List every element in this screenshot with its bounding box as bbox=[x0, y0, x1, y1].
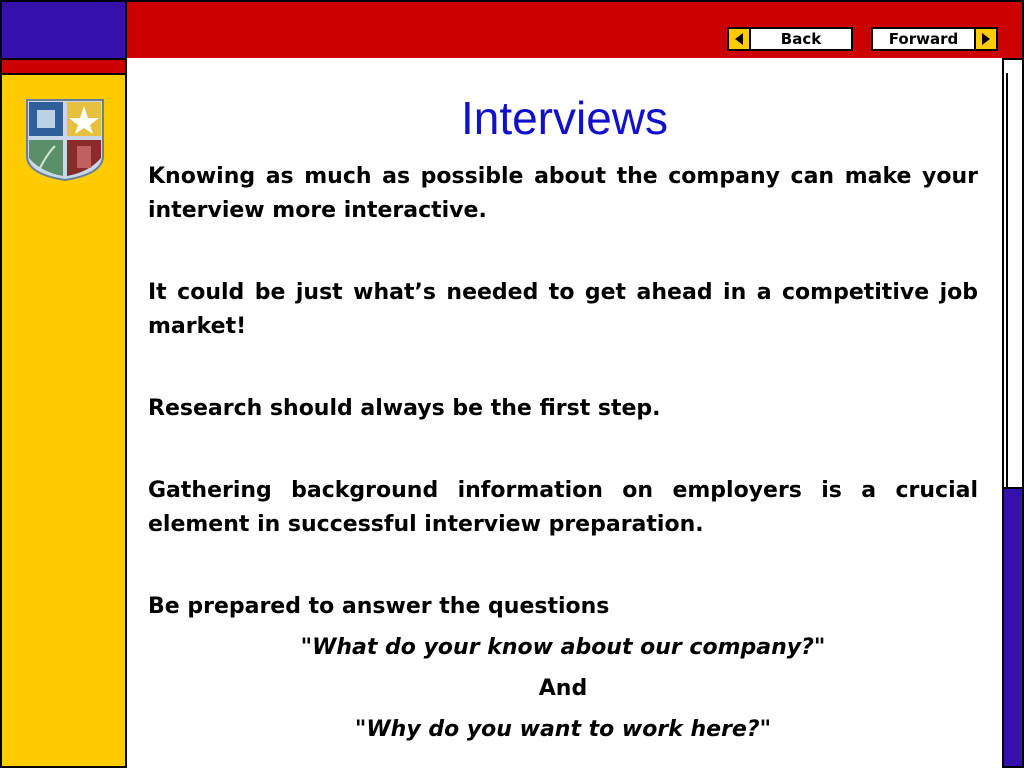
page-title: Interviews bbox=[460, 92, 669, 144]
arrow-left-icon bbox=[729, 29, 751, 49]
quote-open-2: " bbox=[354, 717, 367, 742]
question-why-work-here bbox=[148, 713, 978, 747]
question-1-text: What do your know about our company? bbox=[312, 635, 814, 660]
right-strip-accent bbox=[1002, 487, 1024, 768]
question-company-knowledge bbox=[148, 631, 978, 665]
question-2-text: Why do you want to work here? bbox=[366, 717, 760, 742]
paragraph-research-first: Research should always be the first step. bbox=[148, 396, 661, 421]
paragraph-competitive-market: It could be just what’s needed to get ahead in a competitive job market! bbox=[148, 280, 978, 339]
arrow-right-icon bbox=[974, 29, 996, 49]
crest-logo-icon bbox=[25, 98, 105, 182]
header-corner-block bbox=[0, 0, 127, 60]
quote-close: " bbox=[813, 635, 826, 660]
paragraph-company-knowledge: Knowing as much as possible about the company can make your interview more interactive. bbox=[148, 164, 978, 223]
quote-open: " bbox=[300, 635, 313, 660]
quote-close-2: " bbox=[759, 717, 772, 742]
conjunction-and: And bbox=[538, 676, 588, 701]
right-strip-divider bbox=[1006, 73, 1008, 487]
back-button-label: Back bbox=[780, 30, 822, 48]
paragraph-be-prepared: Be prepared to answer the questions bbox=[148, 594, 610, 619]
forward-button[interactable] bbox=[871, 27, 998, 51]
paragraph-background-info: Gathering background information on employers is a crucial element in successful interview preparation. bbox=[148, 478, 978, 537]
forward-button-label: Forward bbox=[888, 30, 959, 48]
back-button[interactable] bbox=[727, 27, 853, 51]
